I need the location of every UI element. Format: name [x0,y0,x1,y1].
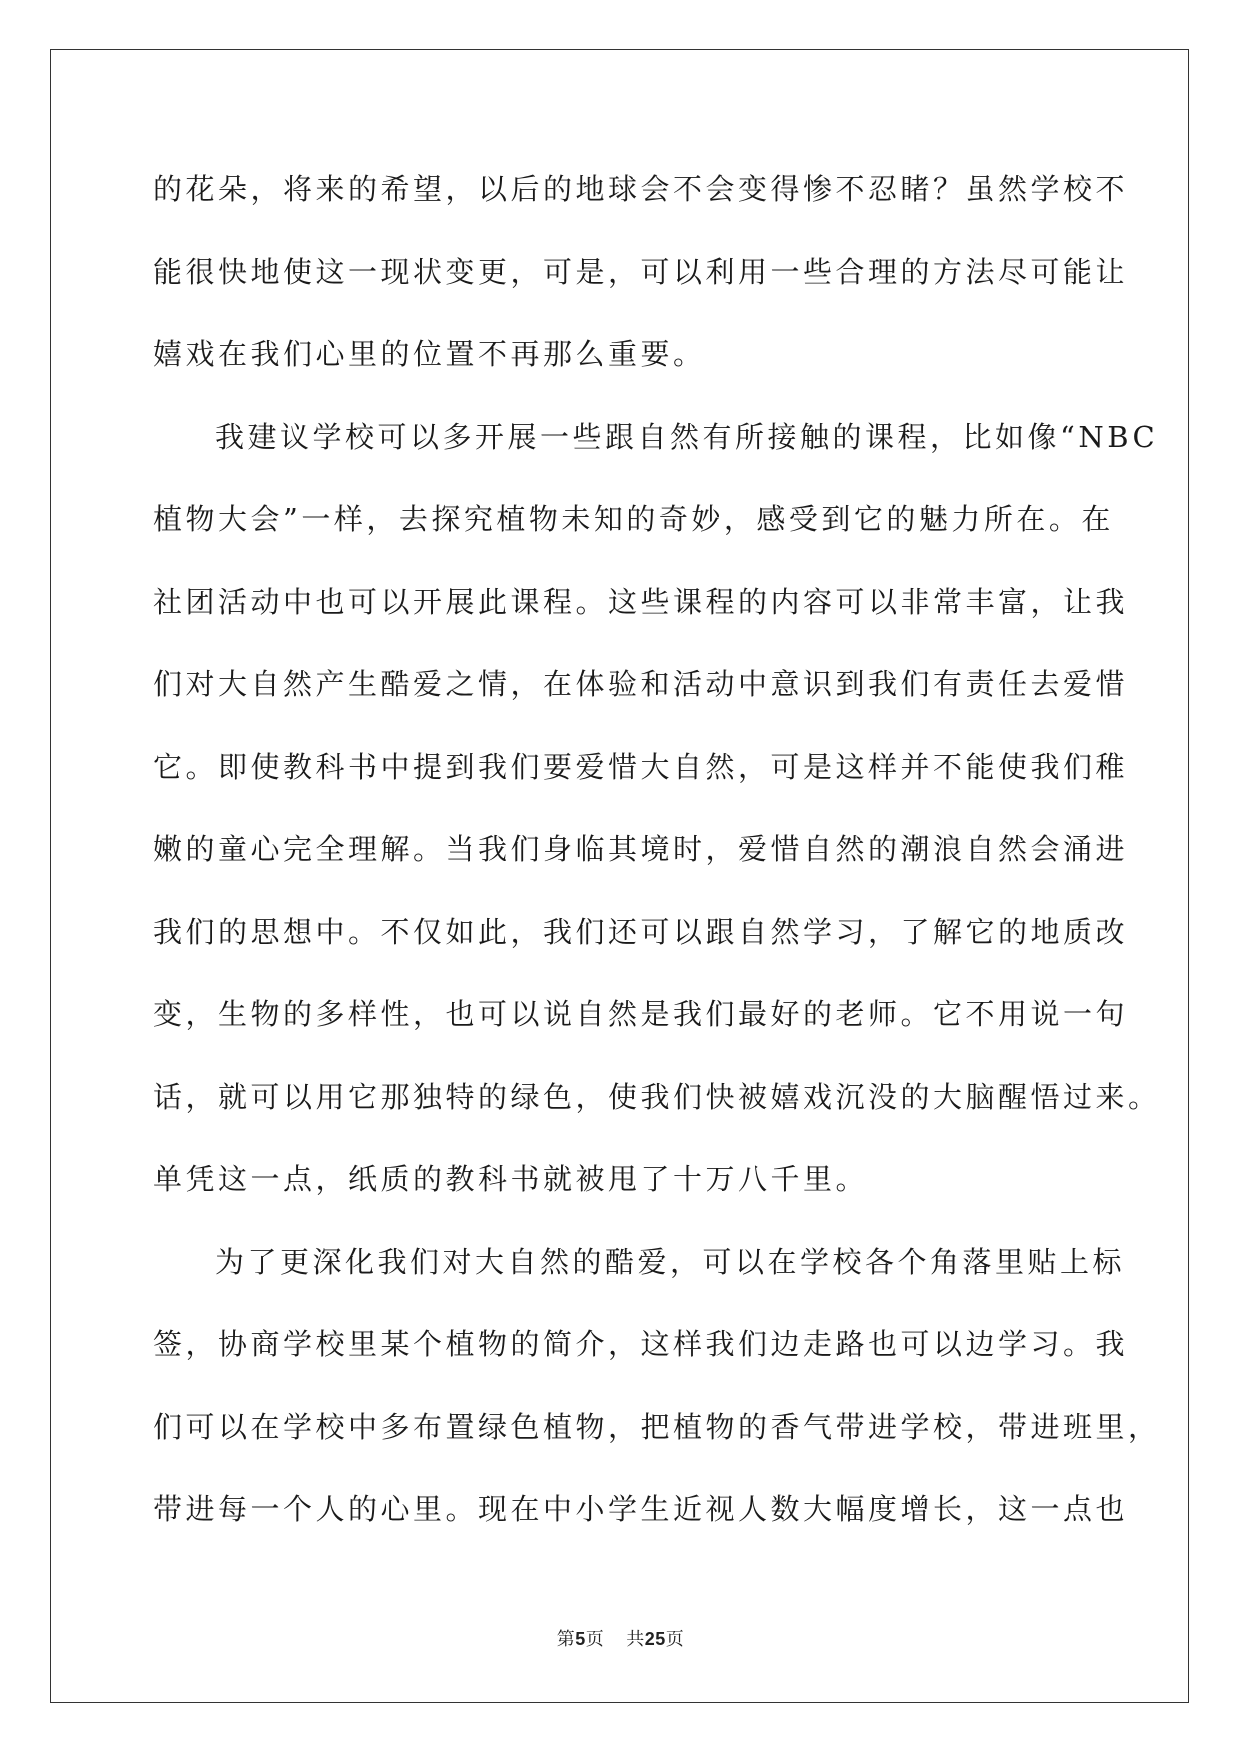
text-line: 变，生物的多样性，也可以说自然是我们最好的老师。它不用说一句 [153,997,1129,1031]
text-line: 们可以在学校中多布置绿色植物，把植物的香气带进学校，带进班里， [153,1409,1161,1444]
text-line: 嫩的童心完全理解。当我们身临其境时，爱惜自然的潮浪自然会涌进 [153,832,1129,866]
text-line: 带进每一个人的心里。现在中小学生近视人数大幅度增长，这一点也 [153,1492,1129,1526]
total-pages: 25 [644,1629,666,1649]
page-label-prefix: 第 [556,1629,576,1650]
page-label-suffix: 页 [585,1629,605,1650]
text-line: 嬉戏在我们心里的位置不再那么重要。 [153,337,706,371]
text-line: 它。即使教科书中提到我们要爱惜大自然，可是这样并不能使我们稚 [153,749,1129,784]
total-label-prefix: 共 [626,1629,645,1650]
page-number: 5 [575,1629,586,1649]
text-line: 签，协商学校里某个植物的简介，这样我们边走路也可以边学习。我 [153,1327,1129,1361]
page-footer [0,1625,1241,1651]
text-line: 单凭这一点，纸质的教科书就被甩了十万八千里。 [153,1162,869,1196]
document-body [153,159,1161,1562]
text-line: 话，就可以用它那独特的绿色，使我们快被嬉戏沉没的大脑醒悟过来。 [153,1079,1161,1114]
text-line: 们对大自然产生酷爱之情，在体验和活动中意识到我们有责任去爱惜 [153,667,1129,701]
text-line: 能很快地使这一现状变更，可是，可以利用一些合理的方法尽可能让 [153,254,1129,289]
paragraph-start-line: 为了更深化我们对大自然的酷爱，可以在学校各个角落里贴上标 [215,1244,1126,1279]
text-line: 的花朵，将来的希望，以后的地球会不会变得惨不忍睹？虽然学校不 [153,172,1129,206]
total-label-suffix: 页 [665,1629,685,1650]
text-line: 植物大会”一样，去探究植物未知的奇妙，感受到它的魅力所在。在 [153,502,1114,536]
text-line: 我们的思想中。不仅如此，我们还可以跟自然学习，了解它的地质改 [153,914,1129,949]
text-line: 社团活动中也可以开展此课程。这些课程的内容可以非常丰富，让我 [153,584,1129,619]
paragraph-start-line: 我建议学校可以多开展一些跟自然有所接触的课程，比如像“NBC [215,419,1159,454]
